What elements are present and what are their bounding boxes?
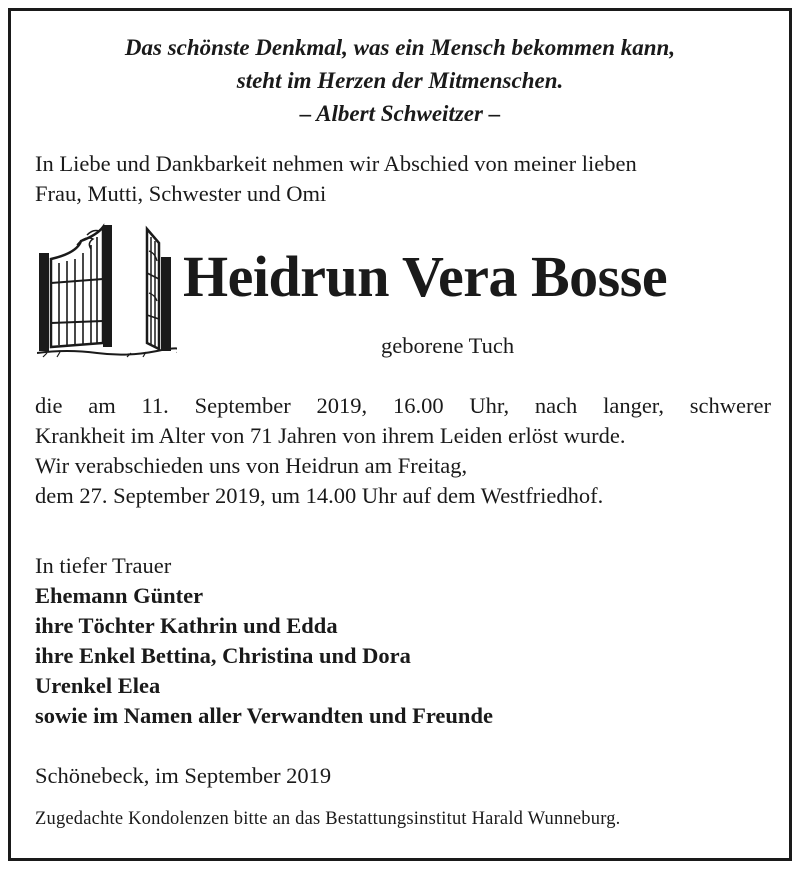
details-line: die am 11. September 2019, 16.00 Uhr, nach langer, schwerer — [35, 393, 771, 418]
mourner-name: sowie im Namen aller Verwandten und Freunde — [35, 703, 493, 728]
deceased-name: Heidrun Vera Bosse — [183, 244, 668, 309]
open-garden-gate-icon — [37, 223, 177, 359]
mourner-name: ihre Enkel Bettina, Christina und Dora — [35, 643, 411, 668]
quote-author: – Albert Schweitzer – — [299, 101, 501, 126]
details-line: Krankheit im Alter von 71 Jahren von ihrem Leiden erlöst wurde. — [35, 423, 626, 448]
mourner-name: Urenkel Elea — [35, 673, 161, 698]
details-line: dem 27. September 2019, um 14.00 Uhr auf dem Westfriedhof. — [35, 483, 604, 508]
mourners-heading: In tiefer Trauer — [35, 553, 172, 578]
intro-line-1: In Liebe und Dankbarkeit nehmen wir Abschied von meiner lieben — [35, 151, 637, 176]
death-details — [35, 391, 771, 511]
mourners-block — [35, 551, 493, 731]
quote-line-2: steht im Herzen der Mitmenschen. — [236, 68, 564, 93]
intro-text — [35, 149, 637, 209]
footer-note: Zugedachte Kondolenzen bitte an das Bestattungsinstitut Harald Wunneburg. — [35, 809, 621, 829]
quote-block — [11, 31, 789, 130]
maiden-name: geborene Tuch — [381, 333, 515, 358]
details-line: Wir verabschieden uns von Heidrun am Freitag, — [35, 453, 468, 478]
mourner-name: Ehemann Günter — [35, 583, 204, 608]
place-date: Schönebeck, im September 2019 — [35, 763, 332, 788]
quote-line-1: Das schönste Denkmal, was ein Mensch bekommen kann, — [124, 35, 676, 60]
intro-line-2: Frau, Mutti, Schwester und Omi — [35, 181, 327, 206]
mourner-name: ihre Töchter Kathrin und Edda — [35, 613, 338, 638]
obituary-notice — [8, 8, 792, 861]
